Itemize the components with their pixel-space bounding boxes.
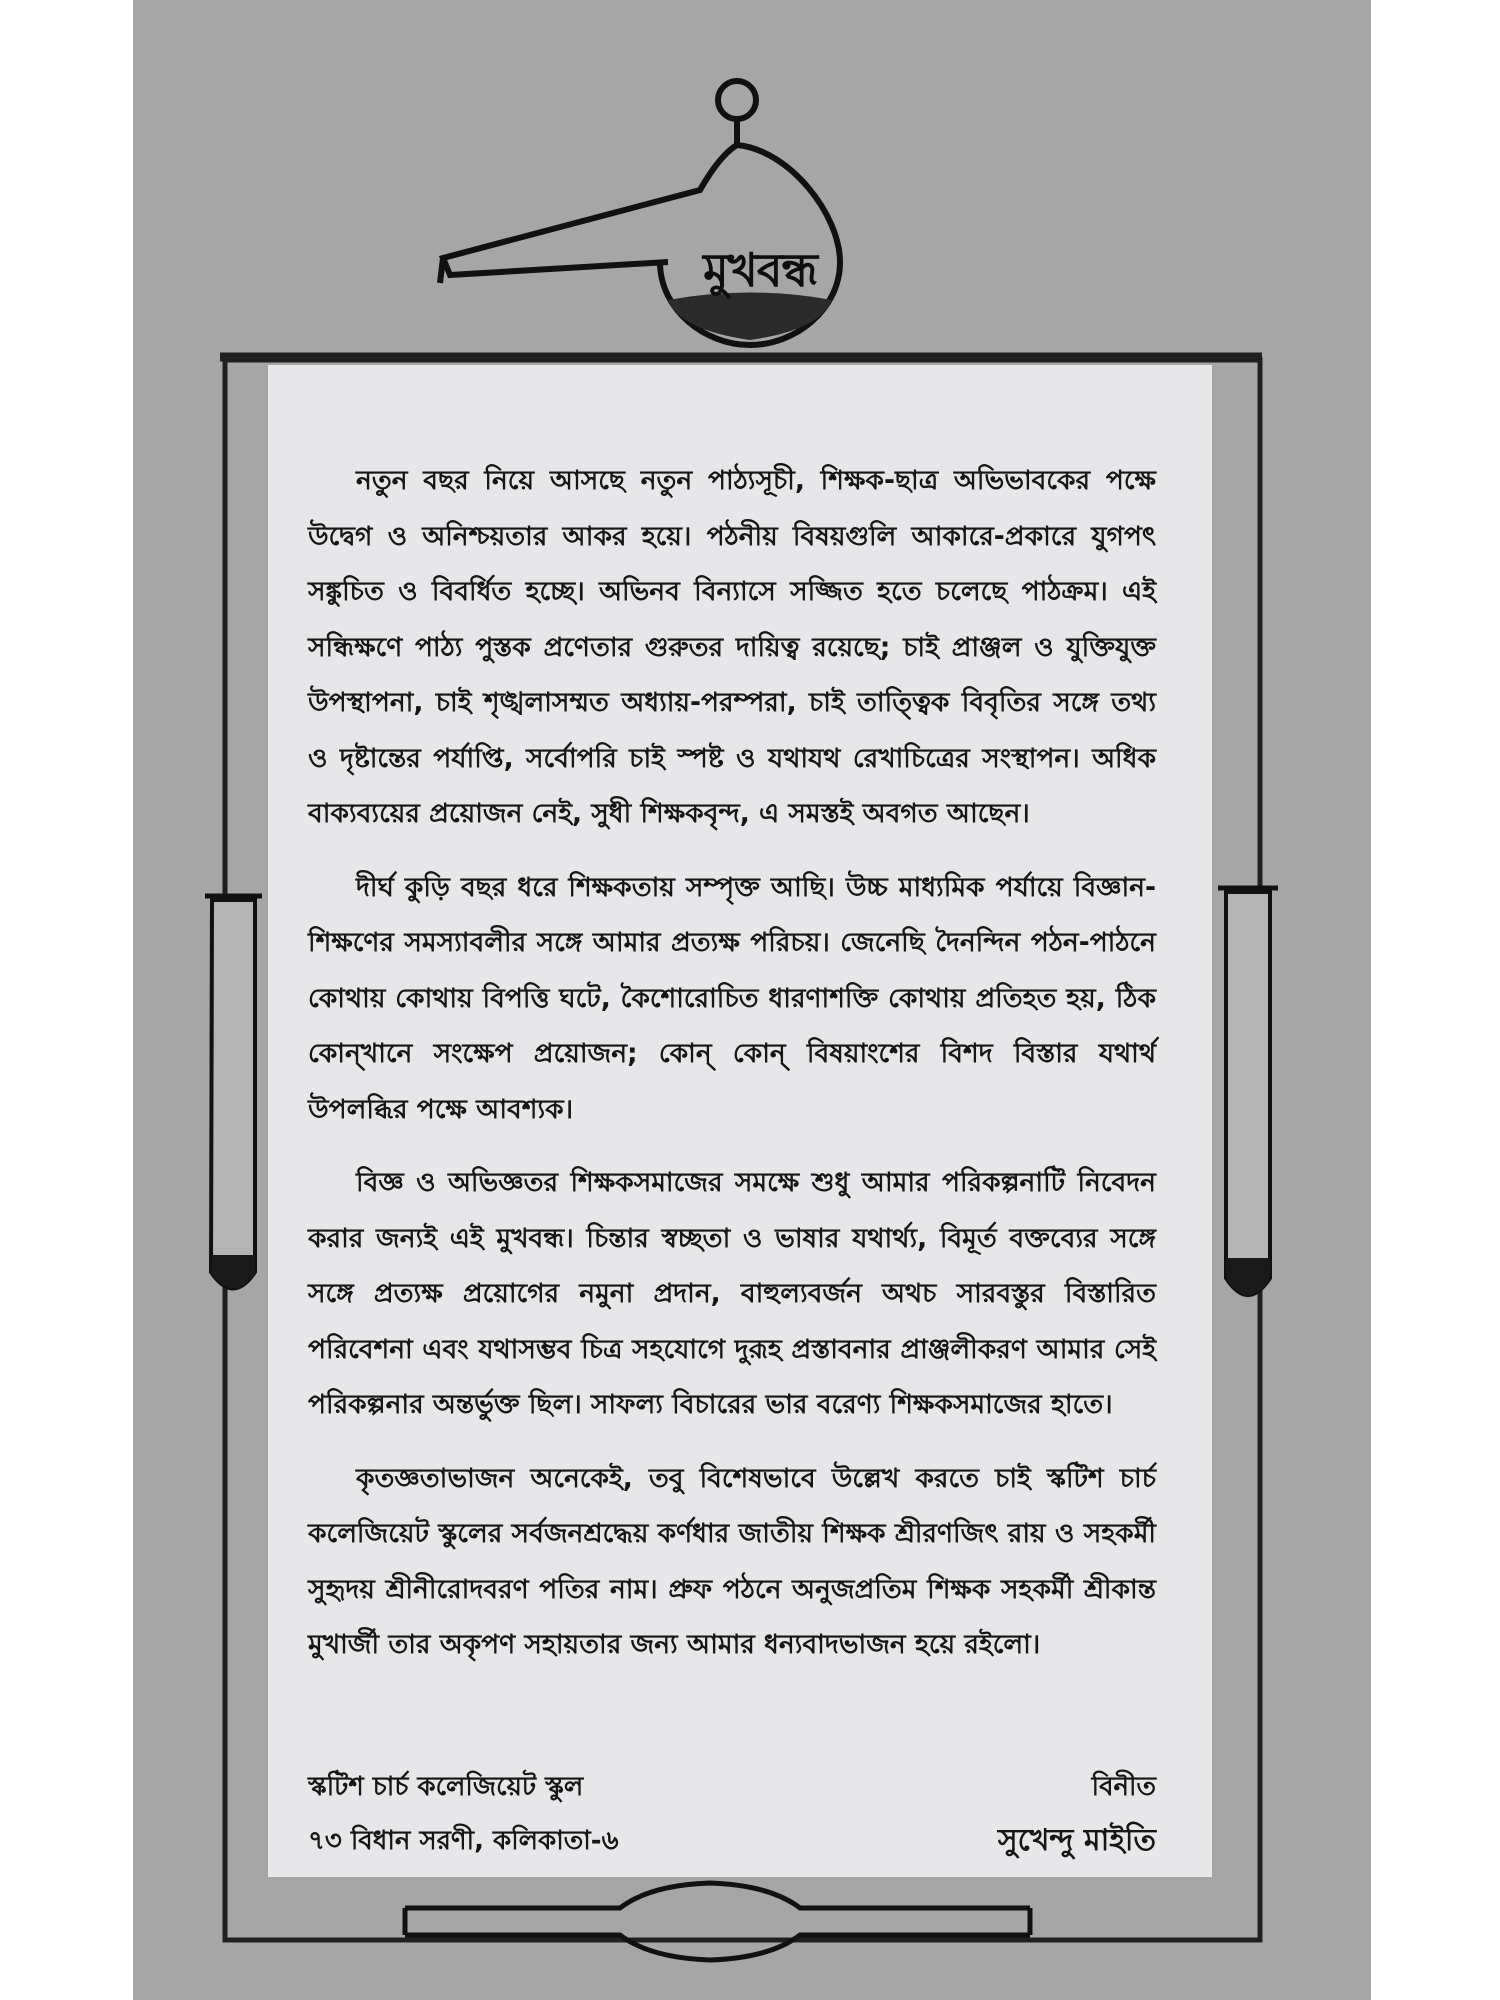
preface-paper (268, 365, 1212, 1877)
school-address: ৭৩ বিধান সরণী, কলিকাতা-৬ (308, 1826, 619, 1856)
bottom-pipette-icon (405, 1883, 1030, 1960)
left-test-tube-icon (205, 896, 262, 1289)
right-test-tube-icon (1218, 888, 1278, 1295)
school-address-block (308, 1760, 619, 1868)
signature-block (998, 1760, 1156, 1868)
preface-paragraph-1: নতুন বছর নিয়ে আসছে নতুন পাঠ্যসূচী, শিক্ষক-ছাত্র অভিভাবকের পক্ষে উদ্বেগ ও অনিশ্চয়তার আকর হয়ে। পঠনীয় বিষয়গুলি আকারে-প্রকারে যুগপৎ সঙ্কুচিত ও বিবর্ধিত হচ্ছে। অভিনব বিন্যাসে সজ্জিত হতে চলেছে পাঠক্রম। এই সন্ধিক্ষণে পাঠ্য পুস্তক প্রণেতার গুরুতর দায়িত্ব রয়েছে; চাই প্রাঞ্জল ও যুক্তিযুক্ত উপস্থাপনা, চাই শৃঙ্খলাসম্মত অধ্যায়-পরম্পরা, চাই তাত্ত্বিক বিবৃতির সঙ্গে তথ্য ও দৃষ্টান্তের পর্যাপ্তি, সর্বোপরি চাই স্পষ্ট ও যথাযথ রেখাচিত্রের সংস্থাপন। অধিক বাক্যব্যয়ের প্রয়োজন নেই, সুধী শিক্ষকবৃন্দ, এ সমস্তই অবগত আছেন। (308, 465, 1156, 829)
author-name: সুখেন্দু মাইতি (997, 1823, 1156, 1858)
preface-paragraph-3: বিজ্ঞ ও অভিজ্ঞতর শিক্ষকসমাজের সমক্ষে শুধু আমার পরিকল্পনাটি নিবেদন করার জন্যই এই মুখবন্ধ। চিন্তার স্বচ্ছতা ও ভাষার যথার্থ্য, বিমূর্ত বক্তব্যের সঙ্গে সঙ্গে প্রত্যক্ষ প্রয়োগের নমুনা প্রদান, বাহুল্যবর্জন অথচ সারবস্তুর বিস্তারিত পরিবেশনা এবং যথাসম্ভব চিত্র সহযোগে দুরূহ প্রস্তাবনার প্রাঞ্জলীকরণ আমার সেই পরিকল্পনার অন্তর্ভুক্ত ছিল। সাফল্য বিচারের ভার বরেণ্য শিক্ষকসমাজের হাতে। (308, 1167, 1156, 1420)
school-name: স্কটিশ চার্চ কলেজিয়েট স্কুল (308, 1772, 584, 1802)
preface-paragraph-2: দীর্ঘ কুড়ি বছর ধরে শিক্ষকতায় সম্পৃক্ত আছি। উচ্চ মাধ্যমিক পর্যায়ে বিজ্ঞান-শিক্ষণের সমস্যাবলীর সঙ্গে আমার প্রত্যক্ষ পরিচয়। জেনেছি দৈনন্দিন পঠন-পাঠনে কোথায় কোথায় বিপত্তি ঘটে, কৈশোরোচিত ধারণাশক্তি কোথায় প্রতিহত হয়, ঠিক কোন্‌খানে সংক্ষেপ প্রয়োজন; কোন্‌ কোন্‌ বিষয়াংশের বিশদ বিস্তার যথার্থ উপলব্ধির পক্ষে আবশ্যক। (308, 871, 1156, 1125)
preface-heading: মুখবন্ধ (703, 243, 817, 297)
preface-paragraph-4: কৃতজ্ঞতাভাজন অনেকেই, তবু বিশেষভাবে উল্লেখ করতে চাই স্কটিশ চার্চ কলেজিয়েট স্কুলের সর্বজনশ্রদ্ধেয় কর্ণধার জাতীয় শিক্ষক শ্রীরণজিৎ রায় ও সহকর্মী সুহৃদয় শ্রীনীরোদবরণ পতির নাম। প্রুফ পঠনে অনুজপ্রতিম শিক্ষক সহকর্মী শ্রীকান্ত মুখার্জী তার অকৃপণ সহায়তার জন্য আমার ধন্যবাদভাজন হয়ে রইলো। (308, 1462, 1156, 1660)
regards-text: বিনীত (1091, 1772, 1156, 1802)
closing-block (308, 1760, 1156, 1870)
